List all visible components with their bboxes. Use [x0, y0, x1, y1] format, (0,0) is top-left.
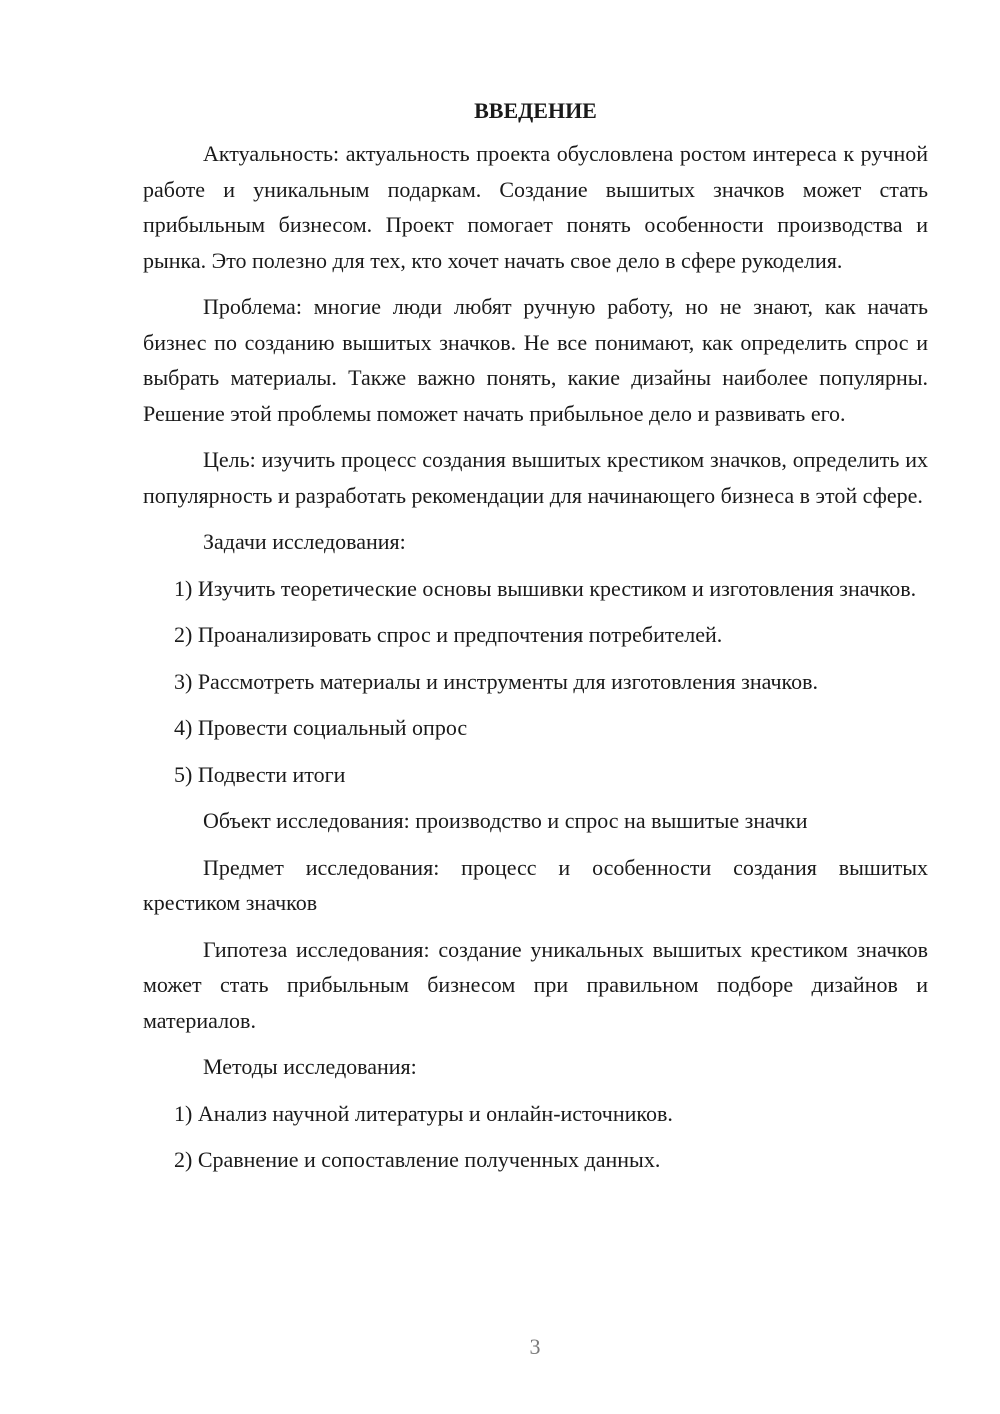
tasks-title: Задачи исследования:: [203, 529, 406, 554]
goal-paragraph: Цель: изучить процесс создания вышитых крестиком значков, определить их популярность и разработать рекомендации для начинающего бизнеса в этой сфере.: [143, 447, 928, 508]
section-heading: ВВЕДЕНИЕ: [474, 98, 597, 123]
relevance-paragraph: Актуальность: актуальность проекта обусловлена ростом интереса к ручной работе и уникальным подаркам. Создание вышитых значков может стать прибыльным бизнесом. Проект помогает понять особенности производства и рынка. Это полезно для тех, кто хочет начать свое дело в сфере рукоделия.: [143, 141, 928, 273]
problem-paragraph: Проблема: многие люди любят ручную работу, но не знают, как начать бизнес по созданию вышитых значков. Не все понимают, как определить спрос и выбрать материалы. Также важно понять, какие дизайны наиболее популярны. Решение этой проблемы поможет начать прибыльное дело и развивать его.: [143, 294, 928, 426]
task-item: 2) Проанализировать спрос и предпочтения потребителей.: [174, 622, 723, 647]
object-paragraph: Объект исследования: производство и спрос на вышитые значки: [203, 808, 808, 833]
task-item: 3) Рассмотреть материалы и инструменты для изготовления значков.: [174, 668, 819, 694]
task-item: 4) Провести социальный опрос: [174, 715, 468, 740]
subject-paragraph: Предмет исследования: процесс и особенности создания вышитых крестиком значков: [143, 854, 928, 915]
methods-title: Методы исследования:: [203, 1054, 417, 1079]
method-item: 2) Сравнение и сопоставление полученных данных.: [174, 1147, 661, 1172]
page-number: 3: [529, 1334, 541, 1359]
task-item: 5) Подвести итоги: [174, 761, 346, 787]
method-item: 1) Анализ научной литературы и онлайн-источников.: [174, 1100, 673, 1126]
page-content: [143, 96, 928, 1189]
hypothesis-paragraph: Гипотеза исследования: создание уникальных вышитых крестиком значков может стать прибыльным бизнесом при правильном подборе дизайнов и материалов.: [143, 936, 928, 1033]
task-item: 1) Изучить теоретические основы вышивки крестиком и изготовления значков.: [174, 575, 917, 601]
